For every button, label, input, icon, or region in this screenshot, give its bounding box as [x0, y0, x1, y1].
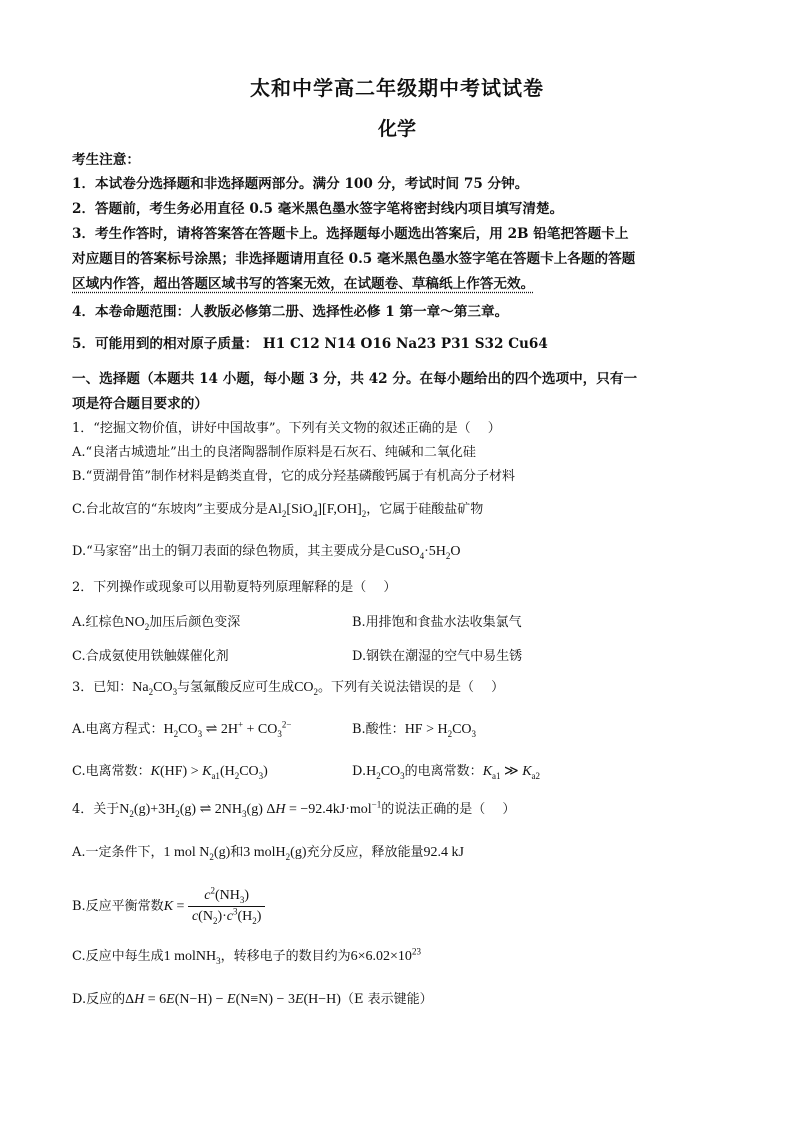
q3-option-a [72, 718, 291, 738]
q2-option-a [72, 611, 240, 631]
q3-option-d-text-mid: 的电离常数： [404, 764, 483, 779]
q4-option-d-formula: ΔH = 6E(N−H) − E(N≡N) − 3E(H−H) [125, 992, 341, 1007]
q4-option-a-text-and: 和 [230, 845, 244, 860]
q1-option-c-text: C.台北故宫的“东坡肉”主要成分是 [72, 502, 268, 517]
q2-option-a-text-end: 加压后颜色变深 [149, 615, 241, 630]
q3-option-a-formula: $H_2CO_3$ ⇌ $2H^+ + CO_3^{2-}$ [163, 719, 292, 739]
q3-option-d-text: D. [352, 764, 367, 779]
q3-stem-text-mid: 与氢氟酸反应可生成 [177, 680, 295, 695]
q4-option-a [72, 843, 732, 863]
q1-option-b: B.“贾湖骨笛”制作材料是鹤类直骨，它的成分羟基磷酸钙属于有机高分子材料 [72, 469, 515, 484]
notes-heading: 考生注意： [72, 152, 140, 168]
q3-stem [72, 678, 732, 698]
subject-title: 化学 [377, 118, 416, 140]
q4-stem-text-end: 的说法正确的是（ ） [381, 802, 516, 817]
section1-heading-cont: 项是符合题目要求的） [72, 396, 208, 412]
q3-formula-co2: $CO_2$ [294, 680, 319, 697]
q4-option-a-formula-h2: 3 molH$_2$(g) [243, 845, 307, 862]
q2-option-d: D.钢铁在潮湿的空气中易生锈 [352, 649, 523, 664]
note-2: 2．答题前，考生务必用直径 0.5 毫米黑色墨水签字笔将密封线内项目填写清楚。 [72, 201, 564, 217]
q4-option-a-text: A.一定条件下， [72, 845, 164, 860]
q4-option-d-text-end: （E 表示键能） [340, 992, 433, 1007]
q4-option-c-formula: 1 molNH$_3$ [163, 949, 221, 966]
q4-option-a-text-mid: 充分反应，释放能量 [306, 845, 424, 860]
note-1: 1．本试卷分选择题和非选择题两部分。满分 100 分，考试时间 75 分钟。 [72, 176, 529, 192]
q1-option-c-text-end: ，它属于硅酸盐矿物 [366, 502, 484, 517]
q4-stem-text: 4．关于 [72, 802, 120, 817]
q4-option-c [72, 947, 732, 967]
note-5: 5．可能用到的相对原子质量： H1 C12 N14 O16 Na23 P31 S32 Cu64 [72, 336, 548, 352]
q3-option-d-formula-ka: $K_{a1}$ ≫ $K_{a2}$ [482, 764, 541, 781]
q1-option-c-formula: $Al_2[SiO_4][F,OH]_2$ [267, 502, 367, 519]
section1-heading: 一、选择题（本题共 14 小题，每小题 3 分，共 42 分。在每小题给出的四个选项中，只有一 [72, 371, 638, 387]
q4-option-a-value: 92.4 kJ [423, 845, 464, 860]
q4-option-c-text-mid: ，转移电子的数目约为 [220, 949, 351, 964]
note-3a: 3．考生作答时，请将答案答在答题卡上。选择题每小题选出答案后，用 2B 铅笔把答题卡上 [72, 226, 629, 242]
q3-option-d-formula-acid: $H_2CO_3$ [366, 764, 405, 781]
note-3c: 区域内作答，超出答题区域书写的答案无效，在试题卷、草稿纸上作答无效。 [72, 276, 535, 292]
q1-option-d [72, 542, 732, 562]
q3-stem-text: 3．已知： [72, 680, 133, 695]
q3-formula-na2co3: $Na_2CO_3$ [132, 680, 178, 697]
q2-option-b: B.用排饱和食盐水法收集氯气 [352, 615, 522, 630]
q4-option-b-fraction: $\frac{c^2(NH_3)}{c(N_2)\cdot c^3(H_2)}$ [188, 886, 266, 927]
q4-stem [72, 800, 732, 820]
q2-option-a-formula: $NO_2$ [124, 615, 150, 632]
q3-option-c-formula: $K(HF) > K_{a1}(H_2CO_3)$ [150, 764, 268, 781]
q1-option-a: A.“良渚古城遗址”出土的良渚陶器制作原料是石灰石、纯碱和二氧化硅 [72, 445, 476, 460]
q4-option-b-k: K = [163, 899, 188, 914]
q4-option-b-text: B.反应平衡常数 [72, 899, 164, 914]
q1-stem: 1．“挖掘文物价值，讲好中国故事”。下列有关文物的叙述正确的是（ ） [72, 421, 501, 436]
q3-option-b [352, 718, 476, 738]
exam-title: 太和中学高二年级期中考试试卷 [250, 76, 544, 100]
q4-option-c-number: $6\times 6.02\times 10^{23}$ [350, 946, 421, 964]
q4-equation: $N_2(g)+3H_2(g)$ ⇌ $2NH_3(g) \Delta H = -92.4kJ\cdot mol^{-1}$ [119, 799, 382, 819]
q1-option-d-text: D.“马家窑”出土的铜刀表面的绿色物质，其主要成分是 [72, 544, 386, 559]
q3-option-c-text: C.电离常数： [72, 764, 151, 779]
q3-option-b-text: B.酸性： [352, 722, 405, 737]
q4-option-a-formula-n2: 1 mol $N_2(g)$ [163, 845, 231, 862]
q3-option-c [72, 760, 268, 780]
q4-option-b [72, 885, 732, 929]
q1-option-d-formula: $CuSO_4\cdot 5H_2O$ [385, 544, 461, 561]
q3-option-a-text: A.电离方程式： [72, 722, 164, 737]
q4-option-c-text: C.反应中每生成 [72, 949, 164, 964]
q4-option-d-text: D.反应的 [72, 992, 126, 1007]
q2-option-c: C.合成氨使用铁触媒催化剂 [72, 649, 229, 664]
q3-stem-text-end: 。下列有关说法错误的是（ ） [318, 680, 505, 695]
q3-option-d [352, 760, 540, 780]
q4-option-d [72, 990, 732, 1010]
note-4: 4．本卷命题范围：人教版必修第二册、选择性必修 1 第一章～第三章。 [72, 304, 509, 320]
q2-option-a-text: A.红棕色 [72, 615, 125, 630]
note-3b: 对应题目的答案标号涂黑；非选择题请用直径 0.5 毫米黑色墨水签字笔在答题卡上各题的答题 [72, 251, 636, 267]
q1-option-c [72, 500, 732, 520]
q3-option-b-formula: HF > $H_2CO_3$ [404, 722, 477, 739]
q2-stem: 2．下列操作或现象可以用勒夏特列原理解释的是（ ） [72, 580, 397, 595]
